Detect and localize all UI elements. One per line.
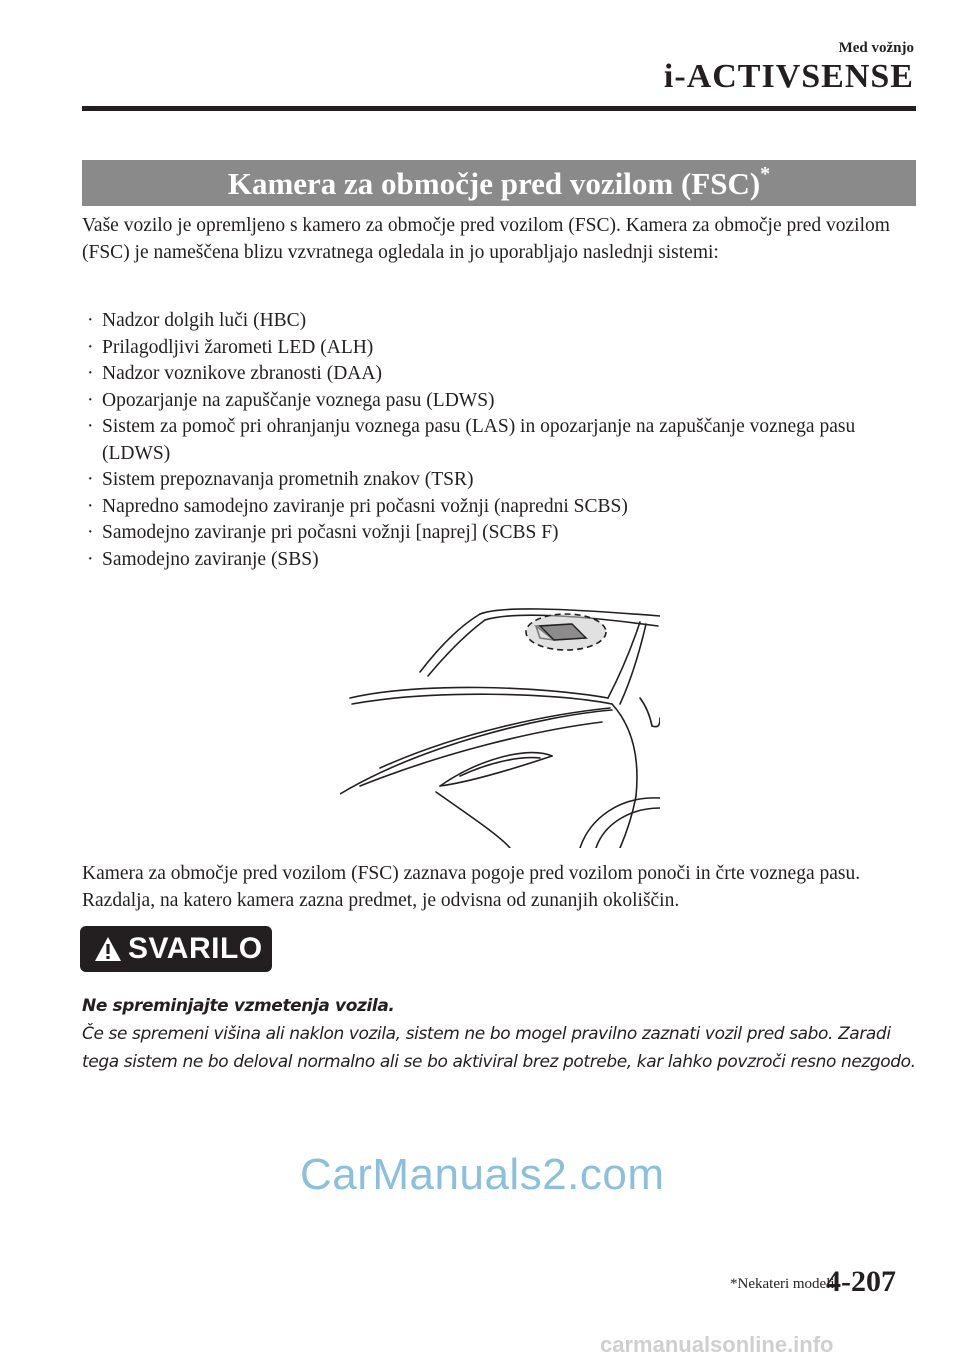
bullet-icon: · bbox=[87, 416, 94, 437]
list-item bbox=[82, 335, 916, 362]
bullet-icon: · bbox=[87, 522, 94, 543]
system-list bbox=[82, 308, 916, 573]
camera-location-illustration bbox=[340, 586, 660, 848]
list-item bbox=[82, 494, 916, 521]
intro-paragraph: Vaše vozilo je opremljeno s kamero za območje pred vozilom (FSC). Kamera za območje pred vozilom (FSC) je nameščena blizu vzvratnega ogledala in jo uporabljajo naslednji sistemi: bbox=[82, 215, 890, 263]
list-item bbox=[82, 388, 916, 415]
list-item-text: Nadzor voznikove zbranosti (DAA) bbox=[102, 363, 382, 384]
bullet-icon: · bbox=[87, 336, 94, 358]
page-number: 4-207 bbox=[826, 1265, 896, 1298]
detection-paragraph: Kamera za območje pred vozilom (FSC) zaznava pogoje pred vozilom ponoči in črte voznega pasu. Razdalja, na katero kamera zazna predmet, je odvisna od zunanjih okoliščin. bbox=[82, 863, 861, 911]
list-item bbox=[82, 414, 916, 467]
list-item-text: Opozarjanje na zapuščanje voznega pasu (LDWS) bbox=[102, 389, 495, 411]
list-item-text: Samodejno zaviranje (SBS) bbox=[102, 548, 319, 570]
list-item bbox=[82, 308, 916, 335]
list-item-text: Sistem za pomoč pri ohranjanju voznega pasu (LAS) in opozarjanje na zapuščanje voznega pasu (LDWS) bbox=[102, 416, 856, 464]
bullet-icon: · bbox=[87, 548, 94, 570]
section-title: i-ACTIVSENSE bbox=[663, 58, 914, 95]
list-item bbox=[82, 361, 916, 388]
list-item-text: Sistem prepoznavanja prometnih znakov (TSR) bbox=[102, 469, 474, 490]
optional-equipment-marker: * bbox=[760, 163, 771, 185]
list-item bbox=[82, 467, 916, 494]
header-rule bbox=[82, 106, 916, 111]
list-item-text: Prilagodljivi žarometi LED (ALH) bbox=[102, 336, 374, 358]
bullet-icon: · bbox=[87, 310, 94, 331]
warning-lead: Ne spreminjajte vzmetenja vozila. bbox=[82, 996, 395, 1016]
list-item-text: Napredno samodejno zaviranje pri počasni vožnji (napredni SCBS) bbox=[102, 495, 628, 517]
list-item-text: Nadzor dolgih luči (HBC) bbox=[102, 310, 307, 331]
list-item-text: Samodejno zaviranje pri počasni vožnji [naprej] (SCBS F) bbox=[102, 522, 559, 543]
list-item bbox=[82, 547, 916, 574]
warning-body bbox=[82, 992, 916, 1076]
section-heading bbox=[82, 160, 916, 206]
bullet-icon: · bbox=[87, 495, 94, 517]
site-watermark: carmanualsonline.info bbox=[600, 1332, 834, 1357]
bullet-icon: · bbox=[87, 469, 94, 490]
bullet-icon: · bbox=[87, 363, 94, 384]
warning-badge bbox=[80, 926, 272, 972]
warning-triangle-icon bbox=[94, 936, 122, 962]
section-heading-text: Kamera za območje pred vozilom (FSC) bbox=[227, 166, 761, 201]
watermark: CarManuals2.com bbox=[300, 1150, 665, 1199]
warning-label: SVARILO bbox=[128, 932, 263, 965]
bullet-icon: · bbox=[87, 389, 94, 411]
warning-text: Če se spremeni višina ali naklon vozila, sistem ne bo mogel pravilno zaznati vozil pred sabo. Zaradi tega sistem ne bo deloval normalno ali se bo aktiviral brez potrebe, kar lahko povzroči resno nezgodo. bbox=[82, 1024, 916, 1072]
chapter-label: Med vožnjo bbox=[838, 40, 914, 56]
footnote: *Nekateri modeli. bbox=[730, 1276, 839, 1292]
list-item bbox=[82, 520, 916, 547]
